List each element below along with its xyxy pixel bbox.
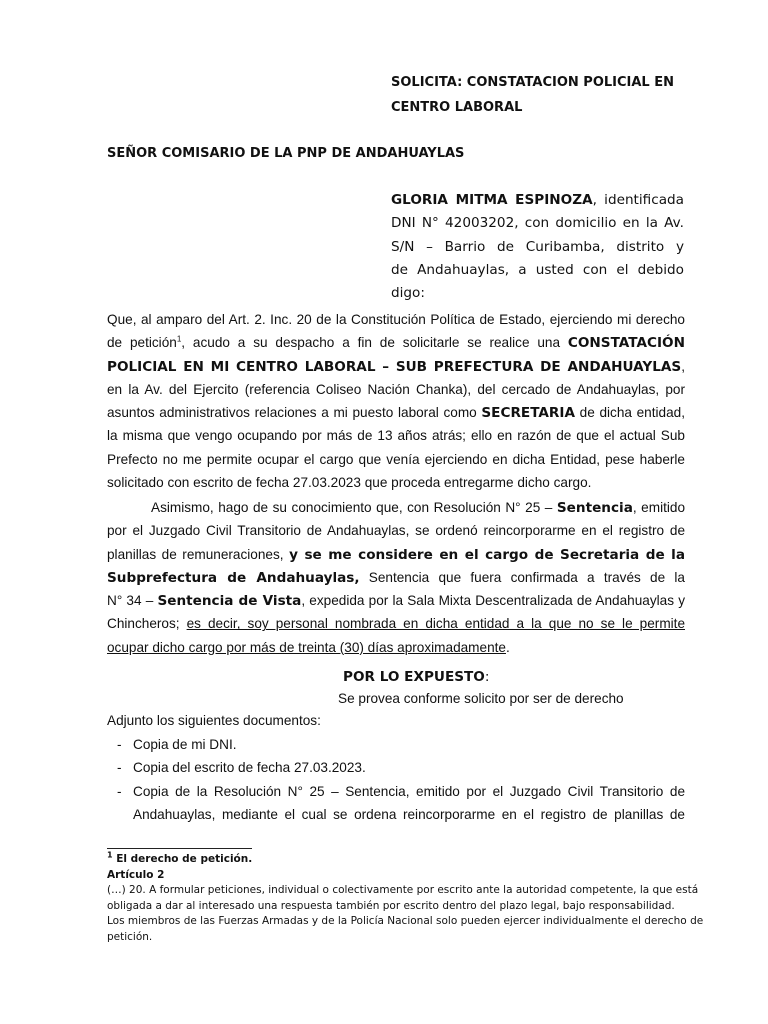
para1-line-3 [107, 355, 685, 378]
subject-line-2: CENTRO LABORAL [391, 100, 523, 115]
paragraph-1 [107, 308, 685, 494]
para1-line-1: Que, al amparo del Art. 2. Inc. 20 de la Constitución Política de Estado, ejerciendo mi derecho [107, 312, 685, 327]
intro-line-2: DNI N° 42003202, con domicilio en la Av. [391, 215, 684, 232]
para1-line-7: Prefecto no me permite ocupar el cargo que venía ejerciendo en dicha Entidad, pese haberle [107, 451, 685, 467]
footnote-line-1: (…) 20. A formular peticiones, individual o colectivamente por escrito ante la autoridad competente, la que está [107, 884, 699, 896]
para1-bold-secretaria: SECRETARIA [481, 405, 575, 422]
footnote-line-2: obligada a dar al interesado una respuesta también por escrito dentro del plazo legal, bajo responsabilidad. [107, 899, 675, 912]
para2-line-5b: , expedida por la Sala Mixta Descentralizada de Andahuaylas y [301, 593, 685, 609]
para2-line-6a: Chincheros; [107, 616, 187, 632]
footnote-reference: 1 [176, 334, 182, 344]
attachment-3-line-1: Copia de la Resolución N° 25 – Sentencia, emitido por el Juzgado Civil Transitorio de [133, 783, 685, 799]
provea-line: Se provea conforme solicito por ser de derecho [338, 691, 624, 706]
para1-line-5a: asuntos administrativos relaciones a mi puesto laboral como [107, 405, 482, 421]
footnote-line-4: petición. [107, 930, 153, 943]
list-item [117, 733, 685, 756]
para1-bold-centro-laboral: POLICIAL EN MI CENTRO LABORAL – SUB PREFECTURA DE ANDAHUAYLAS [107, 358, 682, 375]
por-lo-expuesto-colon: : [484, 669, 490, 685]
intro-line-3: S/N – Barrio de Curibamba, distrito y [391, 238, 684, 255]
addressee: SEÑOR COMISARIO DE LA PNP DE ANDAHUAYLAS [107, 146, 465, 161]
para1-line-2b: , acudo a su despacho a fin de solicitarle se realice una [181, 335, 568, 351]
attachment-1: Copia de mi DNI. [133, 737, 237, 752]
para2-line-3 [107, 543, 685, 566]
para1-line-4: en la Av. del Ejercito (referencia Coliseo Nación Chanka), del cercado de Andahuaylas, por [107, 381, 685, 397]
para2-bold-sentencia-vista: Sentencia de Vista [157, 593, 302, 610]
para2-line-5a: N° 34 – [107, 593, 158, 609]
bullet-dash: - [117, 737, 122, 752]
para2-bold-sentencia: Sentencia [556, 500, 633, 516]
para2-line-3a: planillas de remuneraciones, [107, 546, 290, 562]
footnote-separator [107, 848, 252, 849]
adjunto-line: Adjunto los siguientes documentos: [107, 713, 321, 728]
intro-line-5: digo: [391, 285, 425, 302]
para2-line-5 [107, 589, 685, 612]
intro-line-1-rest: , identificada [592, 192, 684, 208]
para2-underlined-1: es decir, soy personal nombrada en dicha entidad a la que no se le permite [186, 616, 685, 632]
para1-bold-constatacion: CONSTATACIÓN [567, 335, 685, 352]
para2-line-1a: Asimismo, hago de su conocimiento que, con Resolución N° 25 – [151, 500, 557, 515]
footnote-article: Artículo 2 [107, 868, 165, 881]
intro-line-4: de Andahuaylas, a usted con el debido [391, 261, 684, 278]
para2-line-7 [107, 636, 685, 659]
petitioner-intro [391, 189, 684, 305]
paragraph-2 [107, 496, 685, 659]
subject-block [391, 70, 721, 120]
footnote-title-line [107, 852, 687, 868]
por-lo-expuesto-text: POR LO EXPUESTO [343, 669, 485, 685]
petitioner-name: GLORIA MITMA ESPINOZA [391, 192, 593, 208]
para1-line-8: solicitado con escrito de fecha 27.03.2023 que proceda entregarme dicho cargo. [107, 475, 592, 491]
para2-line-7b: . [505, 639, 510, 655]
para2-bold-cargo: y se me considere en el cargo de Secretaria de la [289, 546, 685, 563]
subject-line-1: SOLICITA: CONSTATACION POLICIAL EN [391, 75, 675, 90]
para2-line-2: por el Juzgado Civil Transitorio de Andahuaylas, se ordenó reincorporarme en el registro de [107, 523, 685, 539]
para1-line-5 [107, 401, 685, 424]
por-lo-expuesto-heading [343, 666, 489, 688]
bullet-dash: - [117, 760, 122, 776]
intro-line-1 [391, 189, 684, 212]
para2-line-1b: , emitido [632, 500, 685, 515]
para1-line-2 [107, 331, 685, 354]
bullet-dash: - [117, 783, 122, 799]
para2-line-4b: Sentencia que fuera confirmada a través de la [368, 569, 685, 585]
attachment-2: Copia del escrito de fecha 27.03.2023. [133, 760, 366, 776]
attachment-3-line-2: Andahuaylas, mediante el cual se ordena reincorporarme en el registro de planillas de [133, 806, 685, 822]
footnote [107, 850, 704, 945]
para1-line-2a: de petición [107, 335, 177, 351]
para1-line-6: la misma que vengo ocupando por más de 13 años atrás; ello en razón de que el actual Sub [107, 428, 685, 444]
footnote-title: El derecho de petición. [112, 853, 253, 865]
attachments-list [117, 733, 685, 826]
para2-line-6 [107, 612, 685, 635]
para1-line-3-rest: , [681, 358, 685, 374]
list-item [117, 756, 685, 779]
para1-line-5b: de dicha entidad, [574, 405, 685, 421]
para2-bold-subprefectura: Subprefectura de Andahuaylas, [107, 569, 360, 586]
list-item [117, 780, 685, 827]
para2-line-1 [107, 496, 685, 519]
footnote-line-3: Los miembros de las Fuerzas Armadas y de la Policía Nacional solo pueden ejercer individualmente el derecho de [107, 915, 704, 927]
footnote-mark: 1 [107, 850, 113, 860]
para2-underlined-2: ocupar dicho cargo por más de treinta (30) días aproximadamente [107, 639, 506, 655]
para2-line-4 [107, 566, 685, 589]
